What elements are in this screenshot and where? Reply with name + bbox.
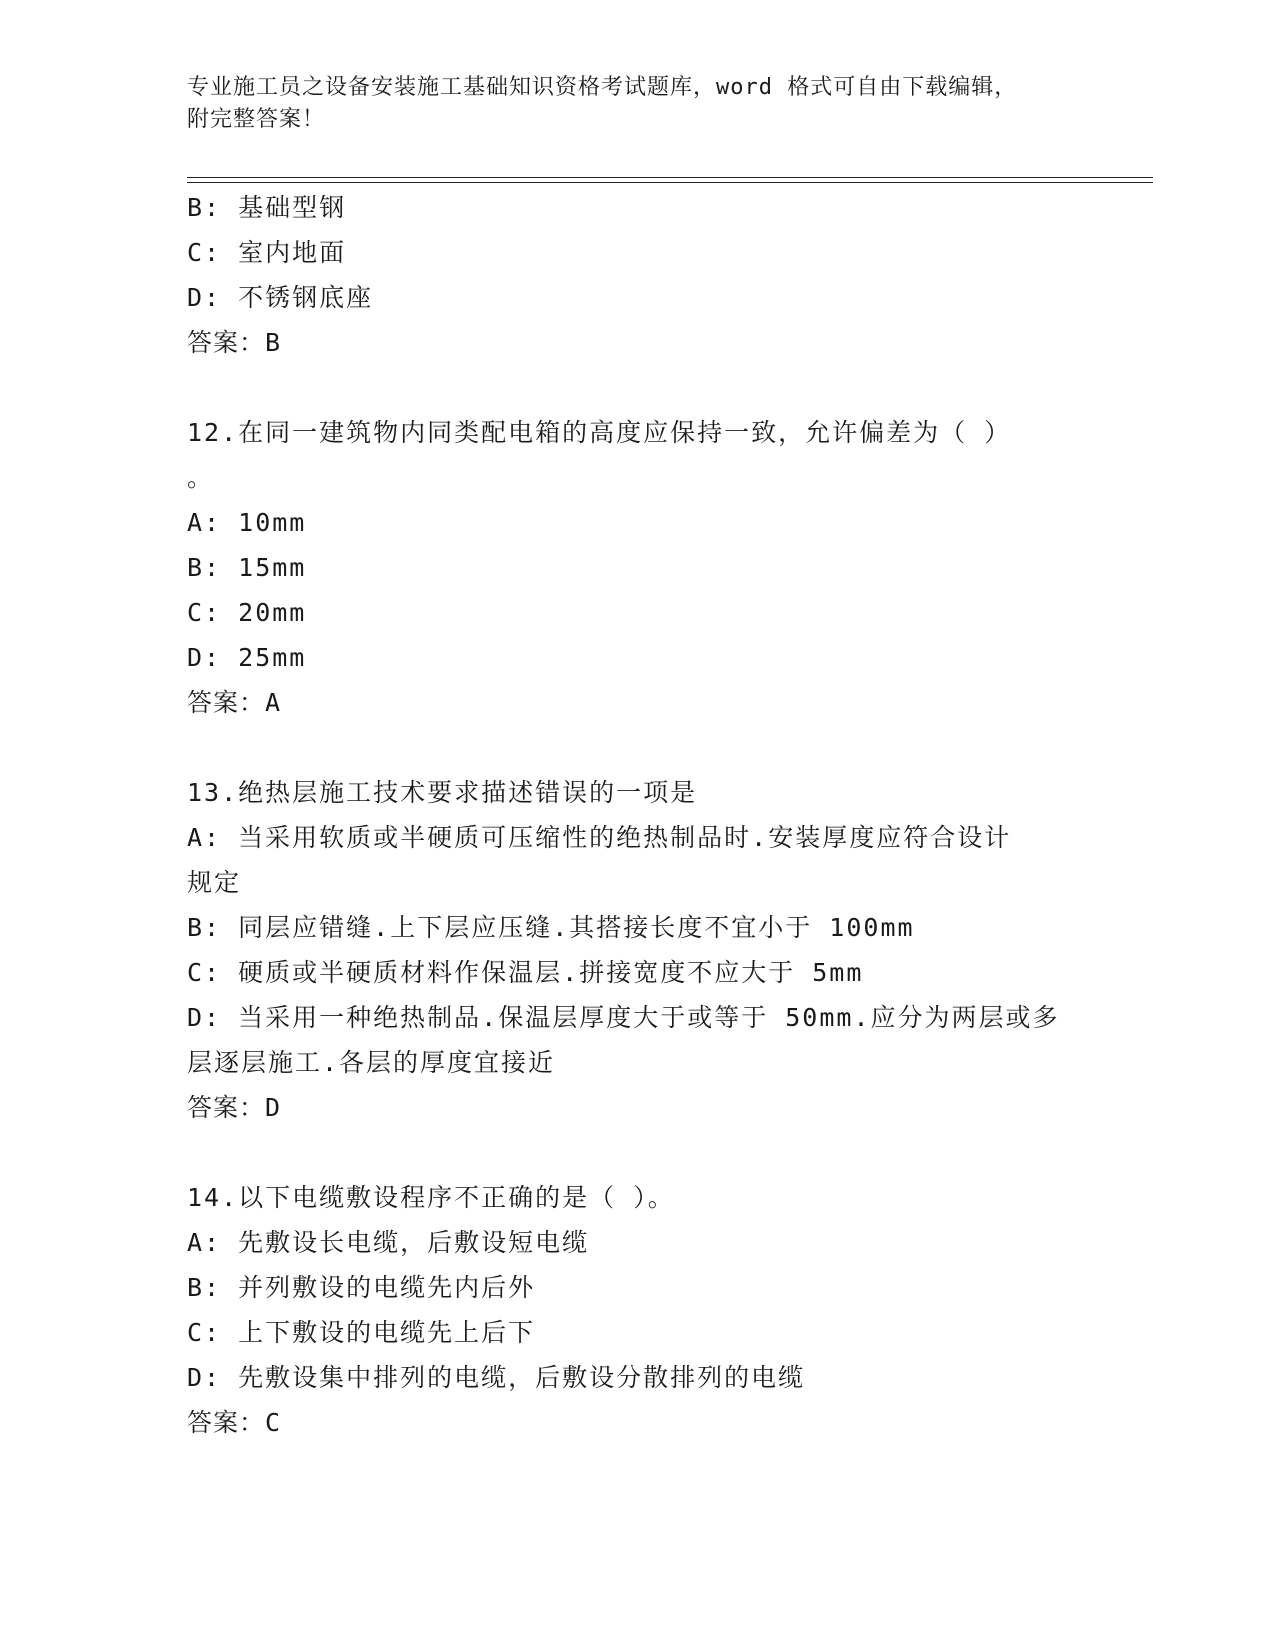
q14-option-c: C: 上下敷设的电缆先上后下: [187, 1318, 536, 1347]
q13-option-c: C: 硬质或半硬质材料作保温层.拼接宽度不应大于 5mm: [187, 958, 864, 987]
q13-answer: [187, 1091, 281, 1125]
answer-label: 答案：: [187, 1408, 266, 1437]
q12-option-b: B: 15mm: [187, 553, 307, 582]
q14-stem: 14.以下电缆敷设程序不正确的是（ ）。: [187, 1183, 675, 1212]
answer-label: 答案：: [187, 688, 266, 717]
q12-stem: 12.在同一建筑物内同类配电箱的高度应保持一致，允许偏差为（ ）: [187, 418, 1012, 447]
q13-option-d-cont: 层逐层施工.各层的厚度宜接近: [187, 1048, 556, 1077]
q13-stem: 13.绝热层施工技术要求描述错误的一项是: [187, 778, 698, 807]
answer-value: D: [265, 1093, 282, 1122]
header-line-1: 专业施工员之设备安装施工基础知识资格考试题库，word 格式可自由下载编辑，: [187, 75, 1018, 100]
q12-answer: [187, 686, 281, 720]
q14-answer: [187, 1406, 281, 1440]
q11-option-c: C: 室内地面: [187, 238, 347, 267]
q11-option-d: D: 不锈钢底座: [187, 283, 374, 312]
q11-answer: [187, 326, 281, 360]
header-line-2: 附完整答案！: [187, 107, 326, 132]
q14-option-a: A: 先敷设长电缆，后敷设短电缆: [187, 1228, 590, 1257]
q13-option-a-cont: 规定: [187, 868, 242, 897]
header-divider-top: [187, 177, 1153, 178]
q13-option-d: D: 当采用一种绝热制品.保温层厚度大于或等于 50mm.应分为两层或多: [187, 1003, 1060, 1032]
q13-option-b: B: 同层应错缝.上下层应压缝.其搭接长度不宜小于 100mm: [187, 913, 915, 942]
document-header: [187, 72, 1087, 136]
q11-option-b: B: 基础型钢: [187, 193, 347, 222]
answer-value: B: [265, 328, 282, 357]
answer-value: C: [265, 1408, 282, 1437]
q12-stem-cont: 。: [187, 463, 215, 492]
header-divider-bottom: [187, 182, 1153, 183]
q12-option-a: A: 10mm: [187, 508, 307, 537]
q14-option-d: D: 先敷设集中排列的电缆，后敷设分散排列的电缆: [187, 1363, 806, 1392]
q12-option-d: D: 25mm: [187, 643, 307, 672]
q12-option-c: C: 20mm: [187, 598, 307, 627]
q14-option-b: B: 并列敷设的电缆先内后外: [187, 1273, 536, 1302]
answer-value: A: [265, 688, 282, 717]
answer-label: 答案：: [187, 328, 266, 357]
q13-option-a: A: 当采用软质或半硬质可压缩性的绝热制品时.安装厚度应符合设计: [187, 823, 1012, 852]
answer-label: 答案：: [187, 1093, 266, 1122]
